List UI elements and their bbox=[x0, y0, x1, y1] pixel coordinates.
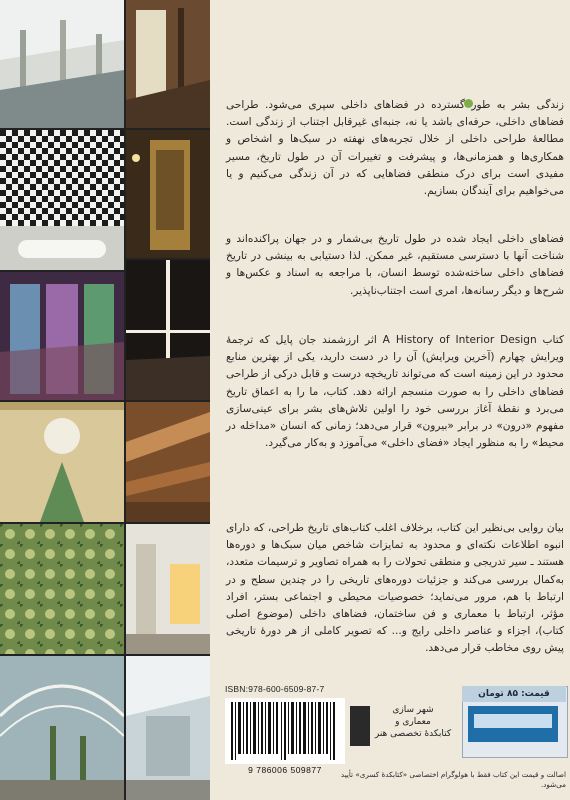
barcode-icon bbox=[225, 698, 345, 764]
barcode-number: 9 786006 509877 bbox=[248, 765, 322, 775]
photo-floral-pattern bbox=[0, 524, 124, 654]
photo-gallery-space bbox=[126, 656, 210, 800]
publisher-logo-icon bbox=[350, 706, 370, 746]
photo-strip bbox=[0, 0, 210, 800]
photo-atrium bbox=[0, 0, 124, 128]
publisher-line-2: معماری و bbox=[395, 717, 431, 727]
blurb-paragraph-3: کتاب A History of Interior Design اثر ارزشمند جان پایل که ترجمهٔ ویرایش چهارم (آخرین ویرایش) آن را در دست دارید، یکی از بهترین منابع محدود در این زمینه است که می‌تواند تاریخچه درست و قابل درکی از طراحی فضاهای داخلی را به صورت منسجم ارائه دهد. کتاب، ما را به اعماق تاریخ می‌برد و نقطهٔ آغاز بررسی خود را اولین تلاش‌های بشر برای عینی‌سازی مفهوم «درون» در برابر «بیرون» قرار می‌دهد؛ زمانی که انسان «مداخله در محیط» را به منظور ایجاد «فضای داخلی» می‌آموزد و به‌کار می‌گیرد. bbox=[226, 334, 565, 450]
blurb-paragraph-1: زندگی بشر به طور گسترده در فضاهای داخلی سپری می‌شود. طراحی فضاهای داخلی، حرفه‌ای باشد یا نه، جنبه‌ای غیرقابل اجتناب از زندگی است. مطالعهٔ طراحی داخلی از خلال تجربه‌های نهفته در سبک‌ها و اشخاص و همکاری‌ها و همزمانی‌ها، و پیشرفت و تغییرات آن در طول تاریخ، مسیر مفیدی است برای درک منطقی فضاهایی که در آن زندگی می‌کنیم و یا می‌خواهیم برای آیندگان بسازیم. bbox=[226, 99, 564, 198]
publisher-line-1: شهر سازی bbox=[392, 705, 434, 715]
photo-timber-roof bbox=[126, 402, 210, 522]
publisher-line-3: کتابکدهٔ تخصصی هنر bbox=[374, 729, 452, 739]
photo-stair-hall bbox=[126, 0, 210, 128]
photo-bath bbox=[0, 226, 124, 270]
photo-glass-atrium bbox=[0, 656, 124, 800]
authenticity-note: اصالت و قیمت این کتاب فقط با هولوگرام اختصاصی «کتابکدهٔ کسری» تأیید می‌شود. bbox=[340, 770, 566, 789]
hologram-band bbox=[474, 714, 552, 728]
blurb-paragraph-2: فضاهای داخلی ایجاد شده در طول تاریخ بی‌شمار و در جهان پراکنده‌اند و شناخت آنها با دسترسی مستقیم، غیر ممکن. لذا دستیابی به بینشی در تاریخ فضاهای داخلی ساخته‌شده توسط انسان، با مراجعه به اسناد و عکس‌ها و شرح‌ها و دیگر رسانه‌ها، امری است اجتناب‌ناپذیر. bbox=[226, 233, 564, 297]
blurb-paragraph-4: بیان روایی بی‌نظیر این کتاب، برخلاف اغلب کتاب‌های تاریخ طراحی، که دارای انبوه اطلاعات نکته‌ای و محدود به تمایزات شاخص میان سبک‌ها و دوره‌ها هستند ـ سیر تدریجی و منطقی تحولات را به همراه تصاویر و ترسیمات متعدد، به‌کمال بررسی می‌کند و جزئیات دوره‌های تاریخی را در چندین سطح و در ارتباط با هم، مرور می‌نماید؛ خصوصیات محیطی و اجتماعی بستر، افراد مؤثر، ارتباط با معماری و فن ساختمان، فضاهای داخلی (موضوع اصلی کتاب)، اجزاء و عناصر داخلی رایج و... که تصویر کاملی از هر دورهٔ تاریخی پیش روی مخاطب قرار می‌دهد. bbox=[226, 522, 564, 655]
price-label: قیمت: ۸۵ تومان bbox=[462, 686, 566, 702]
publisher-logo bbox=[350, 702, 454, 750]
photo-stained-glass bbox=[0, 272, 124, 400]
publisher-name bbox=[372, 704, 454, 740]
barcode bbox=[225, 698, 345, 764]
photo-chapel bbox=[126, 260, 210, 400]
photo-ornate-hall bbox=[126, 130, 210, 258]
isbn-text: ISBN:978-600-6509-87-7 bbox=[225, 684, 325, 694]
photo-modern-lobby bbox=[126, 524, 210, 654]
photo-checker-floor bbox=[0, 130, 124, 226]
photo-green-stair bbox=[0, 402, 124, 522]
